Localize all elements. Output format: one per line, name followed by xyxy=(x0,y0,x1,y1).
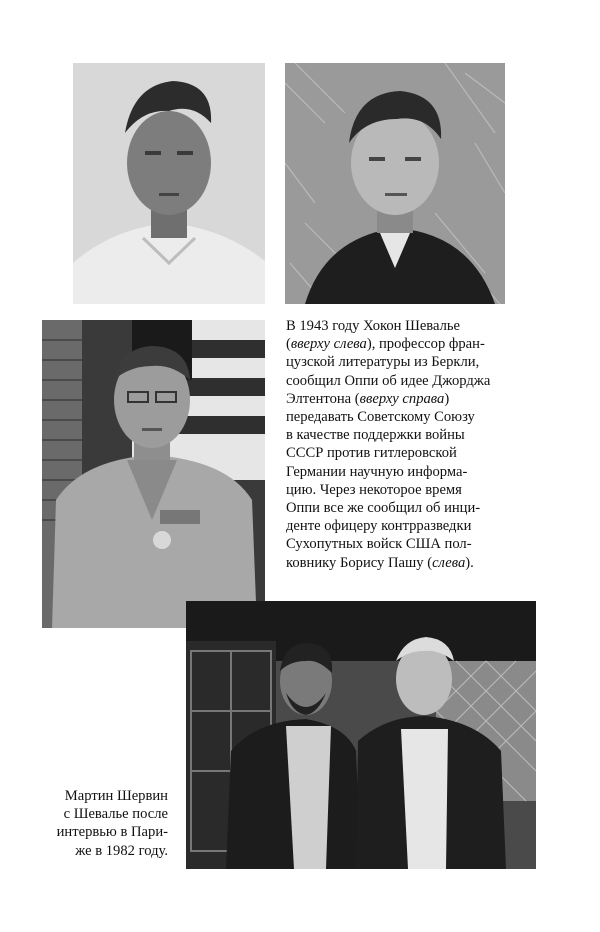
photo-sherwin-chevalier xyxy=(186,601,536,869)
photo-pash-portrait xyxy=(42,320,265,628)
caption-line: Сухопутных войск США пол- xyxy=(286,536,472,553)
caption-line: Германии научную информа- xyxy=(286,463,468,480)
caption-main xyxy=(286,317,518,572)
caption-line: В 1943 году Хокон Шевалье xyxy=(286,318,461,334)
caption-line: цию. Через некоторое время xyxy=(286,481,462,498)
caption-line: ковнику Борису Пашу (слева). xyxy=(286,554,474,571)
caption-line: в качестве поддержки войны xyxy=(286,427,465,444)
photo-chevalier-portrait xyxy=(73,63,265,304)
caption-line: Мартин Шервин xyxy=(64,788,168,804)
caption-line: (вверху слева), профессор фран- xyxy=(286,336,485,353)
photo-eltenton-portrait xyxy=(285,63,505,304)
caption-line: передавать Советскому Союзу xyxy=(286,409,475,426)
caption-line: Элтентона (вверху справа) xyxy=(286,390,450,407)
caption-line: же в 1982 году. xyxy=(75,842,168,859)
caption-line: интервью в Пари- xyxy=(56,824,168,841)
caption-line: денте офицеру контрразведки xyxy=(286,518,472,535)
caption-line: цузской литературы из Беркли, xyxy=(286,354,480,371)
caption-line: сообщил Оппи об идее Джорджа xyxy=(286,372,491,389)
caption-line: Оппи все же сообщил об инци- xyxy=(286,500,481,517)
caption-line: СССР против гитлеровской xyxy=(286,445,457,462)
caption-bottom xyxy=(18,787,168,860)
caption-line: с Шевалье после xyxy=(63,806,168,823)
